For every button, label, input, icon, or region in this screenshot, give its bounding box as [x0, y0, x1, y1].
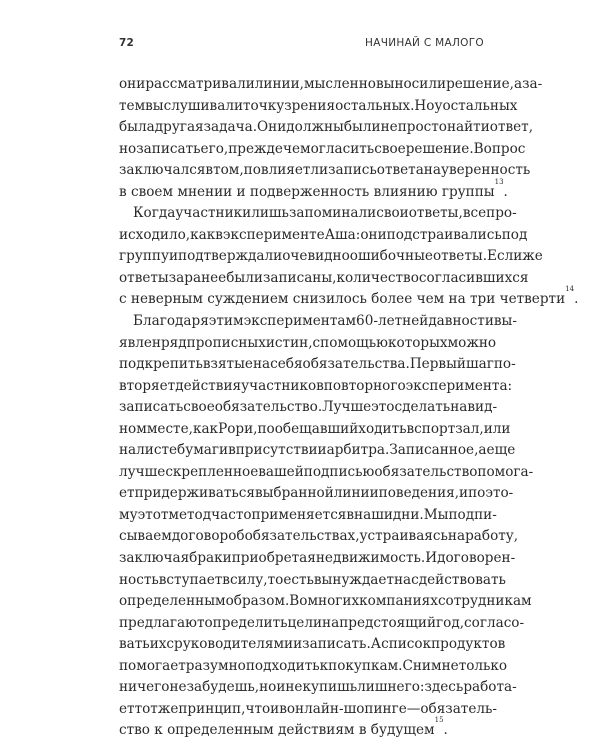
word: на [322, 614, 340, 631]
word: линии [333, 485, 379, 502]
word: 60-летней [356, 313, 429, 330]
word: определить [204, 614, 288, 631]
word: все [462, 205, 487, 222]
word: обязательство [374, 463, 478, 480]
word: прежде [228, 140, 283, 157]
word: ет [119, 485, 135, 502]
word: силу, [229, 571, 268, 588]
word: или [483, 420, 511, 437]
word: запоминали [288, 205, 377, 222]
word: продуктов [431, 636, 506, 653]
word: экспериментам [243, 313, 357, 330]
word: про- [486, 205, 517, 222]
text-line [119, 333, 497, 355]
word: устраиваясь [359, 528, 448, 545]
text-line [119, 419, 511, 441]
word: эксперимента: [405, 377, 513, 394]
word: и [168, 248, 179, 265]
word: работа- [463, 679, 517, 696]
word: Вопрос [473, 140, 526, 157]
word: просто [397, 119, 447, 136]
word: ответы. [432, 248, 488, 265]
word: ничего [119, 679, 170, 696]
word: не [380, 119, 398, 136]
footnote-ref[interactable]: 14 [565, 285, 575, 294]
word: взятые [202, 356, 253, 373]
word: пообещавший [257, 420, 359, 437]
word: месте, [146, 420, 193, 437]
word: в [279, 700, 287, 717]
word: ет [119, 700, 135, 717]
word: подтверждали [178, 248, 283, 265]
word: обязательствах, [244, 528, 360, 545]
word: вы- [493, 313, 517, 330]
word: арбитра. [326, 442, 390, 459]
word: руководителями [174, 636, 294, 653]
word: по- [493, 356, 516, 373]
word: была [119, 119, 155, 136]
word: согласившихся [418, 269, 529, 286]
word: придерживаться [134, 485, 255, 502]
word: в [406, 420, 415, 437]
word: Во [289, 593, 308, 610]
word: были [226, 269, 263, 286]
word: мысленно [303, 76, 376, 92]
text-line [119, 483, 514, 505]
word: еще [486, 442, 516, 459]
word: тот [134, 700, 158, 717]
word: применяется [251, 506, 347, 523]
running-title: НАЧИНАЙ С МАЛОГО [365, 37, 484, 49]
text-line [119, 225, 528, 247]
word: явлен [119, 334, 161, 351]
text-line [119, 203, 517, 225]
word: — [406, 700, 421, 717]
word: истин, [265, 334, 313, 351]
text-line-end: . [443, 722, 448, 739]
word: запись [328, 162, 377, 179]
word: согласо- [464, 614, 525, 631]
text-line [119, 268, 529, 290]
word: под [501, 226, 528, 243]
word: ответа [376, 162, 424, 179]
word: как [192, 420, 219, 437]
word: то [267, 571, 284, 588]
word: в [346, 506, 355, 523]
word: И [425, 550, 438, 567]
word: прописных [186, 334, 266, 351]
word: помощью [320, 334, 389, 351]
word: решение. [405, 140, 474, 157]
body-text [119, 74, 579, 742]
word: ном [119, 420, 147, 437]
word: свое [183, 399, 215, 416]
word: Если [487, 248, 523, 265]
word: листе [136, 442, 178, 459]
word: которых [388, 334, 448, 351]
word: с [312, 334, 321, 351]
word: ответы, [408, 205, 463, 222]
word: этим [208, 313, 244, 330]
word: А [370, 636, 382, 653]
word: задача. [203, 119, 258, 136]
word: помога- [477, 463, 534, 480]
page-header [119, 37, 484, 53]
word: найти [446, 119, 490, 136]
word: рассматривали [145, 76, 255, 92]
text-line [119, 285, 579, 311]
word: поэто- [468, 485, 514, 502]
word: подкрепить [119, 356, 203, 373]
text-line [119, 634, 506, 656]
word: поведения, [378, 485, 460, 502]
word: что [245, 700, 271, 717]
text-line-end: . [503, 183, 508, 200]
word: с [166, 636, 175, 653]
word: определенным [119, 593, 226, 610]
word: заранее [168, 269, 227, 286]
word: том, [213, 162, 244, 179]
word: себя [270, 356, 303, 373]
footnote-ref[interactable]: 13 [494, 177, 504, 186]
word: группу [119, 248, 169, 265]
word: свое [374, 140, 406, 157]
word: огласить [310, 140, 375, 157]
word: же [157, 700, 179, 717]
word: а [513, 76, 523, 92]
word: Благодаря [133, 313, 209, 330]
word: и [293, 636, 303, 653]
text-line [119, 462, 534, 484]
word: его, [200, 140, 229, 157]
word: Рори, [218, 420, 258, 437]
word: но [259, 679, 277, 696]
text-line [119, 311, 517, 333]
word: об [228, 528, 245, 545]
word: эксперименте [222, 226, 325, 243]
word: список [381, 636, 432, 653]
word: другая [154, 119, 204, 136]
word: в [205, 162, 214, 179]
word: разумно [185, 657, 246, 674]
text-line [119, 96, 518, 118]
footnote-ref[interactable]: 15 [434, 716, 444, 725]
word: подпи- [448, 506, 497, 523]
word: как [190, 226, 216, 243]
word: к [319, 657, 329, 674]
word: не [169, 679, 187, 696]
word: выбранной [254, 485, 334, 502]
text-line [119, 591, 532, 613]
word: и [276, 679, 286, 696]
word: Лучше [322, 399, 372, 416]
word: бумаги [177, 442, 229, 459]
word: это [371, 399, 395, 416]
word: у [434, 97, 443, 114]
word: а [478, 442, 487, 459]
word: покупкам. [328, 657, 403, 674]
word: шаг [465, 356, 494, 373]
word: заключался [119, 162, 206, 179]
word: ряд [160, 334, 187, 351]
word: этот [137, 506, 169, 523]
word: цели [287, 614, 323, 631]
word: уверенность [440, 162, 531, 179]
word: лучше [119, 463, 166, 480]
word: Первый [409, 356, 466, 373]
word: остальных [442, 97, 518, 114]
word: Аша: [324, 226, 361, 243]
word: они [119, 76, 146, 92]
word: их [149, 636, 167, 653]
text-line-content: ство к определенным действиям в будущем [119, 722, 435, 739]
text-line [119, 74, 543, 96]
word: присутствии [235, 442, 327, 459]
word: не [441, 657, 459, 674]
text-line [119, 677, 517, 699]
text-line-content: с неверным суждением снизилось более чем на три четверти [119, 291, 566, 308]
word: чем [282, 140, 311, 157]
word: решение, [446, 76, 514, 92]
word: договорен- [437, 550, 516, 567]
word: заключая [119, 550, 190, 567]
word: ответы [119, 269, 169, 286]
text-line-end: . [574, 291, 579, 308]
text-line [119, 570, 506, 592]
word: сываем [119, 528, 172, 545]
word: свои [376, 205, 409, 222]
text-line [119, 548, 516, 570]
word: и [222, 550, 232, 567]
word: очевидно [282, 248, 350, 265]
word: выносили [375, 76, 447, 92]
word: записать [136, 140, 201, 157]
word: обязательства. [302, 356, 410, 373]
word: метод [168, 506, 212, 523]
word: на [450, 399, 468, 416]
word: нас [393, 571, 419, 588]
word: предлагают [119, 614, 205, 631]
word: Но [414, 97, 435, 114]
word: вашей [258, 463, 304, 480]
text-line [119, 699, 498, 721]
word: Когда [133, 205, 176, 222]
word: помогает [119, 657, 186, 674]
word: повлияет [243, 162, 311, 179]
word: они [360, 226, 387, 243]
word: брак [189, 550, 223, 567]
word: Они [257, 119, 287, 136]
text-line [119, 354, 516, 376]
word: есть [283, 571, 314, 588]
word: обязательство. [214, 399, 323, 416]
word: только [458, 657, 508, 674]
word: ность [119, 571, 159, 588]
word: вступает [158, 571, 223, 588]
word: сделать [394, 399, 451, 416]
word: остальных. [335, 97, 415, 114]
text-line [119, 613, 525, 635]
word: действовать [418, 571, 506, 588]
word: вынуждает [313, 571, 394, 588]
word: ответ, [489, 119, 534, 136]
word: часто [211, 506, 252, 523]
word: подходить [245, 657, 320, 674]
word: участники [175, 205, 252, 222]
word: ним [412, 657, 442, 674]
word: в [228, 442, 236, 459]
word: линии, [254, 76, 304, 92]
word: количество [336, 269, 419, 286]
text-line [119, 440, 516, 462]
word: можно [447, 334, 497, 351]
word: вать [119, 636, 150, 653]
text-line [119, 117, 534, 139]
word: в [222, 571, 230, 588]
text-line [119, 246, 543, 268]
word: му [119, 506, 138, 523]
word: Записанное, [389, 442, 479, 459]
word: дни. [392, 506, 424, 523]
word: записать. [302, 636, 371, 653]
word: ошибочные [349, 248, 433, 265]
word: вид- [467, 399, 498, 416]
word: работу, [465, 528, 519, 545]
word: давности [428, 313, 494, 330]
word: записаны, [262, 269, 337, 286]
word: на [119, 442, 137, 459]
word: и [459, 485, 469, 502]
text-line-content: в своем мнении и подверженность влиянию группы [119, 183, 495, 200]
text-line [119, 139, 526, 161]
word: купишь [302, 679, 358, 696]
word: многих [307, 593, 360, 610]
word: компаниях [359, 593, 438, 610]
text-line [119, 526, 519, 548]
page-number: 72 [119, 37, 135, 49]
word: скрепленное [165, 463, 259, 480]
word: приобретая [231, 550, 316, 567]
word: на [447, 528, 466, 545]
word: не [285, 679, 303, 696]
word: принцип, [178, 700, 246, 717]
word: ли [310, 162, 329, 179]
word: на [252, 356, 271, 373]
word: за- [522, 76, 543, 92]
word: выслушивали [145, 97, 244, 114]
word: спортзал, [414, 420, 484, 437]
word: сотрудникам [437, 593, 532, 610]
text-line [119, 397, 498, 419]
word: год, [436, 614, 465, 631]
text-line [119, 177, 508, 204]
word: были [343, 119, 381, 136]
word: предстоящий [339, 614, 437, 631]
word: здесь [424, 679, 464, 696]
word: на [423, 162, 441, 179]
word: в [215, 226, 223, 243]
word: договор [171, 528, 229, 545]
text-line [119, 716, 484, 742]
word: подстраивались [386, 226, 502, 243]
word: тем [119, 97, 146, 114]
text-line [119, 656, 508, 678]
word: записать [119, 399, 184, 416]
word: обязатель- [420, 700, 498, 717]
word: Мы [423, 506, 449, 523]
word: забудешь, [186, 679, 260, 696]
word: лишь [251, 205, 289, 222]
text-line [119, 376, 513, 398]
text-line [119, 505, 497, 527]
word: лишнего: [357, 679, 425, 696]
word: образом. [225, 593, 290, 610]
word: повторного [323, 377, 406, 394]
word: подписью [303, 463, 375, 480]
word: зрения [284, 97, 336, 114]
word: и [270, 700, 280, 717]
word: же [522, 248, 543, 265]
word: наши [354, 506, 393, 523]
word: исходило, [119, 226, 191, 243]
word: С [402, 657, 413, 674]
word: вторяет [119, 377, 176, 394]
word: должны [286, 119, 344, 136]
word: участников [241, 377, 324, 394]
word: действия [175, 377, 242, 394]
word: точку [243, 97, 285, 114]
word: онлайн-шопинге [286, 700, 407, 717]
word: недвижимость. [315, 550, 426, 567]
word: но [119, 140, 137, 157]
word: ходить [358, 420, 407, 437]
